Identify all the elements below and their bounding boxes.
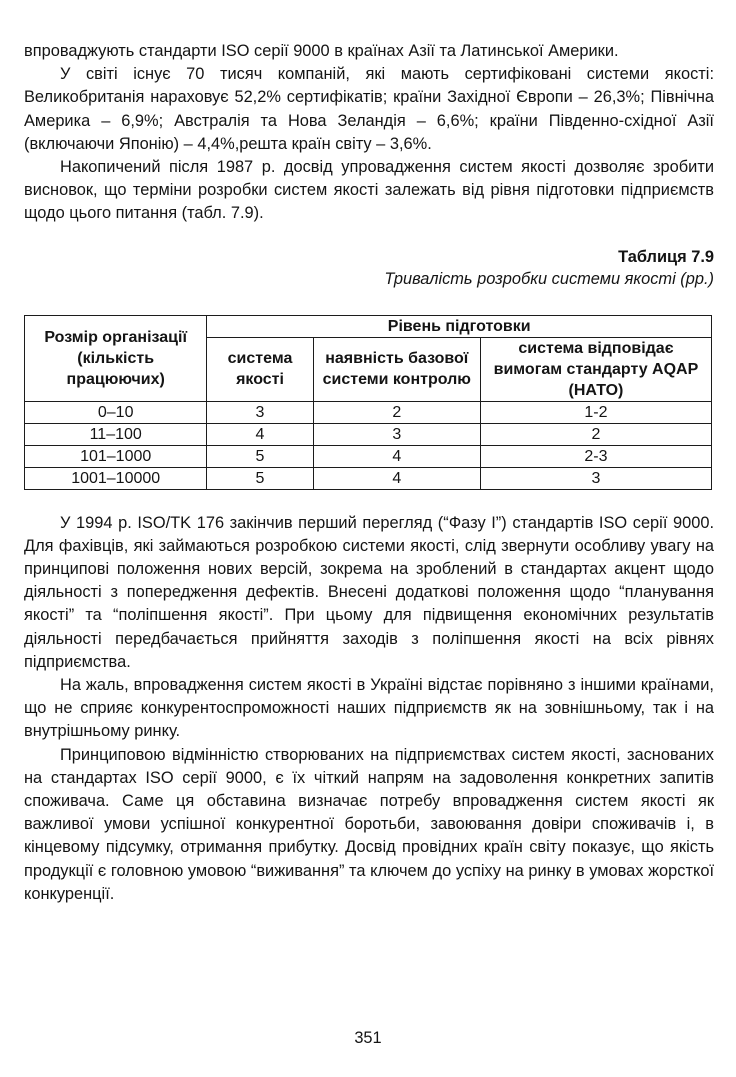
paragraph-1: впроваджують стандарти ISO серії 9000 в країнах Азії та Латинської Америки. [24, 42, 619, 60]
cell-size: 1001–10000 [25, 467, 207, 489]
header-aqap: система відповідає вимогам стандарту AQAP (НАТО) [480, 337, 711, 401]
cell-size: 0–10 [25, 401, 207, 423]
cell-system: 4 [207, 423, 313, 445]
cell-system: 5 [207, 467, 313, 489]
paragraph-3: Накопичений після 1987 р. досвід упровадження систем якості дозволяє зробити висновок, що терміни розробки систем якості залежать від рівня підготовки підприємств щодо цього питання (табл. 7.9). [24, 158, 714, 223]
table-subtitle: Тривалість розробки системи якості (рр.) [384, 269, 714, 288]
cell-base: 4 [313, 467, 480, 489]
header-quality-system: система якості [207, 337, 313, 401]
table-row [25, 467, 712, 489]
paragraph-5: На жаль, впровадження систем якості в Україні відстає порівняно з іншими країнами, що не сприяє конкурентоспроможності наших підприємств як на зовнішньому, так і на внутрішньому ринку. [24, 676, 714, 741]
cell-size: 101–1000 [25, 445, 207, 467]
table-row [25, 401, 712, 423]
cell-aqap: 1-2 [480, 401, 711, 423]
header-org-size: Розмір організації (кількість працюючих) [25, 315, 207, 401]
cell-aqap: 2 [480, 423, 711, 445]
table-row [25, 445, 712, 467]
cell-system: 5 [207, 445, 313, 467]
cell-aqap: 2-3 [480, 445, 711, 467]
quality-system-table [24, 315, 712, 490]
paragraph-2: У світі існує 70 тисяч компаній, які мають сертифіковані системи якості: Великобританія нараховує 52,2% сертифікатів; країни Західної Європи – 26,3%; Північна Америка – 6,9%; Австралія та Нова Зеландія – 6,6%; країни Південно-східної Азії (включаючи Японію) – 4,4%,решта країн світу – 3,6%. [24, 65, 714, 153]
page-number: 351 [354, 1029, 382, 1047]
table-row [25, 423, 712, 445]
cell-base: 3 [313, 423, 480, 445]
cell-base: 4 [313, 445, 480, 467]
header-base-control: наявність базової системи контролю [313, 337, 480, 401]
cell-size: 11–100 [25, 423, 207, 445]
table-caption: Таблиця 7.9 [618, 247, 714, 266]
header-preparation-level: Рівень підготовки [207, 315, 712, 337]
page-content [24, 40, 714, 906]
cell-base: 2 [313, 401, 480, 423]
cell-system: 3 [207, 401, 313, 423]
paragraph-4: У 1994 р. ISO/TK 176 закінчив перший перегляд (“Фазу І”) стандартів ISO серії 9000. Для фахівців, які займаються розробкою системи якості, слід звернути особливу увагу на принципові положення нових версій, зокрема на зроблений в стандартах акцент щодо діяльності з попередження дефектів. Внесені додаткові положення щодо “планування якості” та “поліпшення якості”. При цьому для підвищення економічних результатів діяльності передбачається прийняття заходів з поліпшення якості на всіх рівнях підприємства. [24, 513, 714, 671]
paragraph-6: Принциповою відмінністю створюваних на підприємствах систем якості, заснованих на стандартах ISO серії 9000, є їх чіткий напрям на задоволення конкретних запитів споживача. Саме ця обставина визначає потребу впровадження систем якості як важливої умови успішної конкурентної боротьби, завоювання довіри споживачів і, в кінцевому підсумку, отримання прибутку. Досвід провідних країн світу показує, що якість продукції є головною умовою “виживання” та ключем до успіху на ринку в умовах жорсткої конкуренції. [24, 745, 714, 903]
cell-aqap: 3 [480, 467, 711, 489]
